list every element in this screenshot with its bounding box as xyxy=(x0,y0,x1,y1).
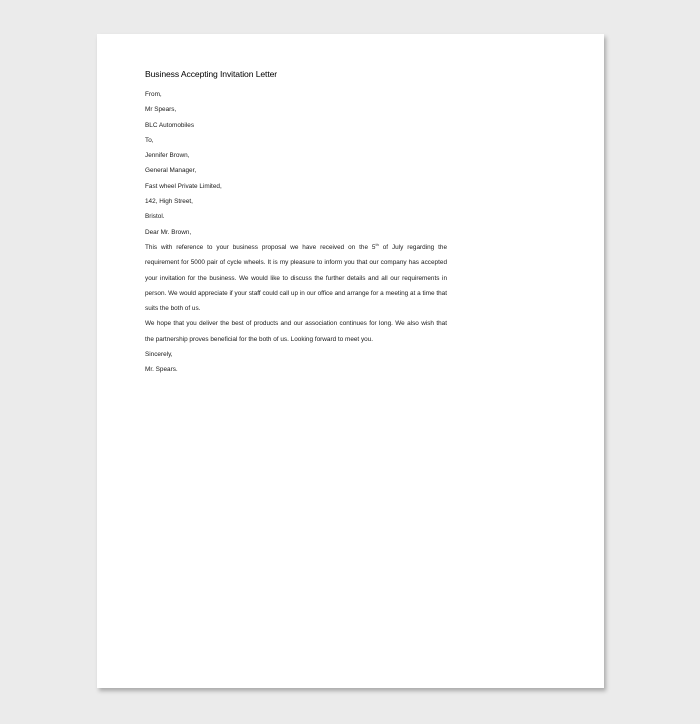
body-paragraph-2: We hope that you deliver the best of products and our association continues for long. We also wish that the partnership proves beneficial for the both of us. Looking forward to meet you. xyxy=(145,320,447,343)
recipient-name: Jennifer Brown, xyxy=(145,152,190,160)
ordinal-suffix: th xyxy=(375,241,379,247)
letter-title: Business Accepting Invitation Letter xyxy=(145,69,278,79)
paragraph-1-start: This with reference to your business proposal we have received on the 5 xyxy=(145,243,376,251)
to-label: To, xyxy=(145,136,154,144)
body-paragraph-1 xyxy=(145,240,447,316)
closing: Sincerely, xyxy=(145,351,173,359)
paragraph-1-end: of July regarding the requirement for 5000 pair of cycle wheels. It is my pleasure to inform you that our company has accepted your invitation for the business. We would like to discuss the further details and all our requirements in person. We would appreciate if your staff could call up in our office and arrange for a meeting at a time that suits the both of us. xyxy=(145,243,447,313)
signature: Mr. Spears. xyxy=(145,366,178,374)
salutation: Dear Mr. Brown, xyxy=(145,228,192,236)
sender-name: Mr Spears, xyxy=(145,106,177,114)
sender-company: BLC Automobiles xyxy=(145,121,195,129)
document-page xyxy=(97,34,604,688)
letter-body xyxy=(145,68,447,378)
recipient-street: 142, High Street, xyxy=(145,198,193,206)
recipient-city: Bristol. xyxy=(145,213,165,221)
recipient-title: General Manager, xyxy=(145,167,197,175)
recipient-company: Fast wheel Private Limited, xyxy=(145,182,222,190)
from-label: From, xyxy=(145,91,162,98)
